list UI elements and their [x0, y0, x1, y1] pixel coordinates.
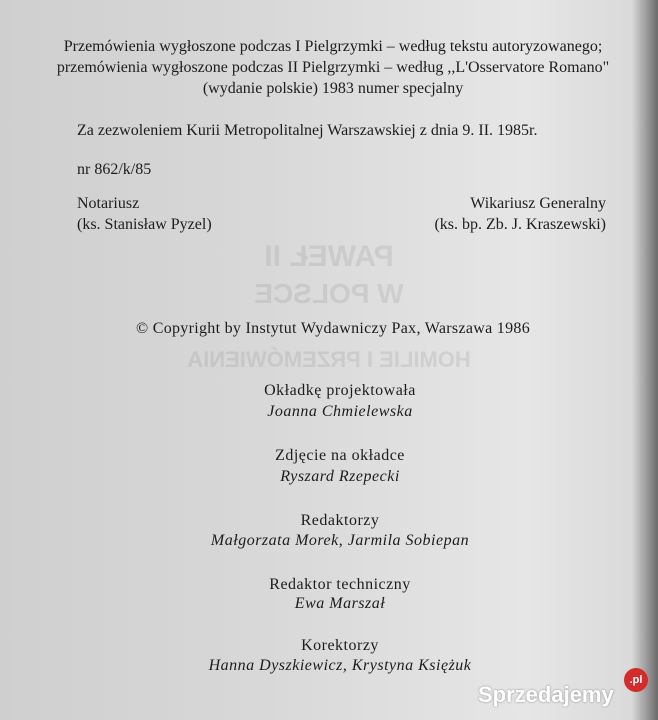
credit-role: Redaktorzy — [300, 512, 380, 529]
vicar-title: Wikariusz Generalny — [470, 195, 606, 212]
source-note-line-2: przemówienia wygłoszone podczas II Pielgrzymki – według ,,L'Osservatore Romano" — [56, 59, 610, 76]
credit-names: Hanna Dyszkiewicz, Krystyna Księżuk — [208, 657, 472, 674]
credit-names: Joanna Chmielewska — [267, 403, 413, 420]
source-note-line-3: (wydanie polskie) 1983 numer specjalny — [202, 80, 464, 97]
notary-title: Notariusz — [77, 195, 140, 212]
show-through-title: PAWEŁ II — [264, 240, 394, 273]
notary-name: (ks. Stanisław Pyzel) — [77, 216, 212, 233]
credit-names: Małgorzata Morek, Jarmila Sobiepan — [210, 532, 470, 549]
copyright-note: © Copyright by Instytut Wydawniczy Pax, Warszawa 1986 — [135, 320, 531, 337]
source-note-line-1: Przemówienia wygłoszone podczas I Pielgrzymki – według tekstu autoryzowanego; — [63, 38, 603, 55]
vicar-name: (ks. bp. Zb. J. Kraszewski) — [434, 216, 606, 233]
credit-role: Okładkę projektowała — [264, 382, 416, 399]
credit-role: Korektorzy — [301, 637, 379, 654]
permission-number: nr 862/k/85 — [77, 161, 152, 178]
credit-role: Redaktor techniczny — [269, 576, 411, 593]
permission-note: Za zezwoleniem Kurii Metropolitalnej Warszawskiej z dnia 9. II. 1985r. — [77, 122, 538, 139]
show-through-subtitle: W POLSCE — [254, 278, 404, 309]
credit-names: Ryszard Rzepecki — [280, 468, 400, 485]
credit-role: Zdjęcie na okładce — [275, 447, 405, 464]
watermark-badge: .pl — [624, 668, 648, 692]
watermark-logo: Sprzedajemy — [478, 682, 614, 707]
credit-names: Ewa Marszał — [294, 595, 386, 612]
show-through-heading: HOMILIE I PRZEMÓWIENIA — [187, 347, 471, 372]
